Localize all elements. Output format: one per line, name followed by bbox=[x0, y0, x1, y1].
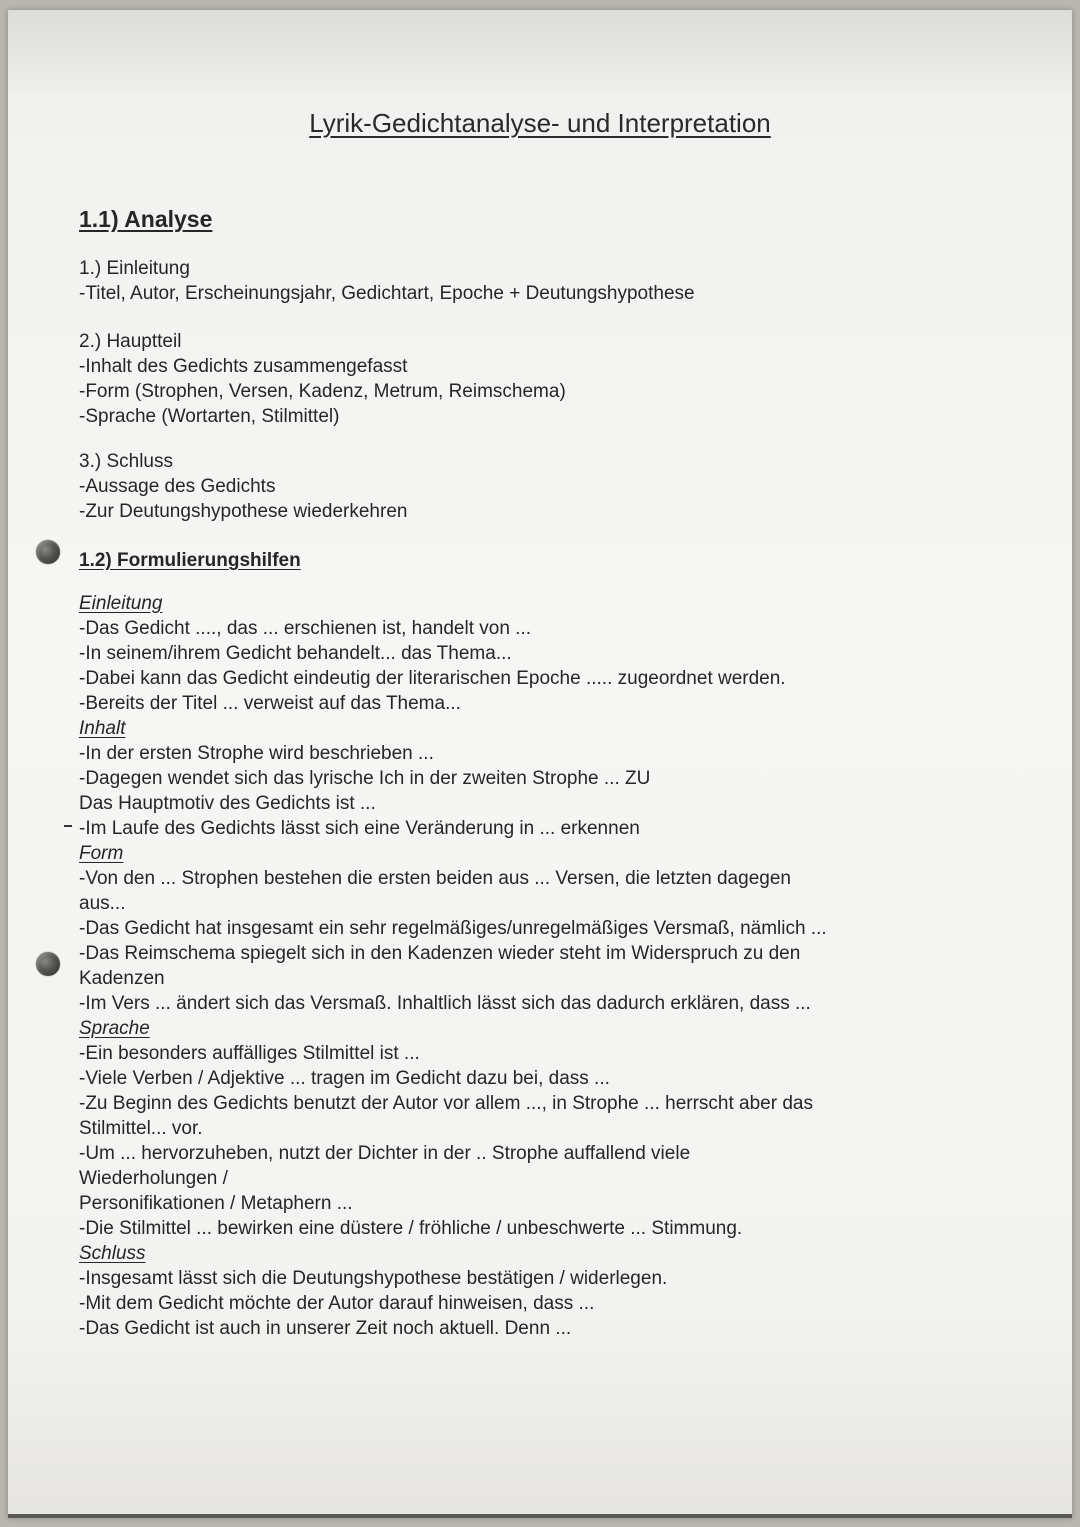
text-line: -In seinem/ihrem Gedicht behandelt... das Thema... bbox=[79, 643, 512, 664]
section-heading-analyse: 1.1) Analyse bbox=[79, 206, 213, 232]
formulierung-inhalt bbox=[79, 716, 979, 841]
category-heading: Inhalt bbox=[79, 718, 126, 739]
text-line: -Im Vers ... ändert sich das Versmaß. Inhaltlich lässt sich das dadurch erklären, dass ... bbox=[79, 993, 811, 1014]
category-heading: Sprache bbox=[79, 1018, 150, 1039]
section-heading-formulierungshilfen: 1.2) Formulierungshilfen bbox=[79, 550, 301, 571]
text-line: -Titel, Autor, Erscheinungsjahr, Gedichtart, Epoche + Deutungshypothese bbox=[79, 283, 695, 304]
text-line: -Ein besonders auffälliges Stilmittel ist ... bbox=[79, 1043, 420, 1064]
text-line: -Im Laufe des Gedichts lässt sich eine Veränderung in ... erkennen bbox=[79, 818, 640, 839]
category-heading: Form bbox=[79, 843, 124, 864]
formulierung-sprache bbox=[79, 1016, 979, 1241]
subsection-heading: 3.) Schluss bbox=[79, 451, 173, 472]
text-line: Wiederholungen / bbox=[79, 1168, 228, 1189]
text-line: aus... bbox=[79, 893, 126, 914]
document-title: Lyrik-Gedichtanalyse- und Interpretation bbox=[309, 108, 771, 138]
text-line: -Dagegen wendet sich das lyrische Ich in der zweiten Strophe ... ZU bbox=[79, 768, 651, 789]
punch-hole bbox=[36, 952, 60, 976]
category-heading: Schluss bbox=[79, 1243, 146, 1264]
text-line: -Um ... hervorzuheben, nutzt der Dichter in der .. Strophe auffallend viele bbox=[79, 1143, 691, 1164]
analyse-schluss bbox=[79, 449, 979, 524]
text-line: -Das Gedicht hat insgesamt ein sehr regelmäßiges/unregelmäßiges Versmaß, nämlich ... bbox=[79, 918, 827, 939]
text-line: -Insgesamt lässt sich die Deutungshypothese bestätigen / widerlegen. bbox=[79, 1268, 668, 1289]
text-line: Personifikationen / Metaphern ... bbox=[79, 1193, 353, 1214]
category-heading: Einleitung bbox=[79, 593, 163, 614]
text-line: -Das Gedicht ist auch in unserer Zeit noch aktuell. Denn ... bbox=[79, 1318, 572, 1339]
text-line: -Inhalt des Gedichts zusammengefasst bbox=[79, 356, 408, 377]
subsection-heading: 2.) Hauptteil bbox=[79, 331, 182, 352]
paper-bottom-edge bbox=[8, 1514, 1072, 1518]
text-line: -Viele Verben / Adjektive ... tragen im Gedicht dazu bei, dass ... bbox=[79, 1068, 610, 1089]
text-line: -Form (Strophen, Versen, Kadenz, Metrum, Reimschema) bbox=[79, 381, 566, 402]
pen-mark bbox=[64, 825, 72, 827]
text-line: -Sprache (Wortarten, Stilmittel) bbox=[79, 406, 340, 427]
text-line: -Von den ... Strophen bestehen die ersten beiden aus ... Versen, die letzten dagegen bbox=[79, 868, 791, 889]
formulierung-schluss bbox=[79, 1241, 979, 1341]
text-line: -Aussage des Gedichts bbox=[79, 476, 276, 497]
document-body bbox=[79, 204, 979, 1341]
text-line: Das Hauptmotiv des Gedichts ist ... bbox=[79, 793, 376, 814]
text-line: -Das Gedicht ...., das ... erschienen ist, handelt von ... bbox=[79, 618, 532, 639]
text-line: -Bereits der Titel ... verweist auf das Thema... bbox=[79, 693, 461, 714]
text-line: -Die Stilmittel ... bewirken eine düstere / fröhliche / unbeschwerte ... Stimmung. bbox=[79, 1218, 743, 1239]
formulierung-form bbox=[79, 841, 979, 1016]
text-line: -Zur Deutungshypothese wiederkehren bbox=[79, 501, 408, 522]
formulierung-einleitung bbox=[79, 591, 979, 716]
analyse-hauptteil bbox=[79, 329, 979, 429]
analyse-einleitung bbox=[79, 256, 979, 306]
text-line: -Mit dem Gedicht möchte der Autor darauf hinweisen, dass ... bbox=[79, 1293, 595, 1314]
subsection-heading: 1.) Einleitung bbox=[79, 258, 190, 279]
text-line: -In der ersten Strophe wird beschrieben ... bbox=[79, 743, 434, 764]
text-line: -Dabei kann das Gedicht eindeutig der literarischen Epoche ..... zugeordnet werden. bbox=[79, 668, 786, 689]
text-line: Kadenzen bbox=[79, 968, 165, 989]
text-line: -Das Reimschema spiegelt sich in den Kadenzen wieder steht im Widerspruch zu den bbox=[79, 943, 801, 964]
punch-hole bbox=[36, 540, 60, 564]
text-line: -Zu Beginn des Gedichts benutzt der Autor vor allem ..., in Strophe ... herrscht aber das bbox=[79, 1093, 813, 1114]
paper-sheet bbox=[8, 10, 1072, 1518]
text-line: Stilmittel... vor. bbox=[79, 1118, 203, 1139]
